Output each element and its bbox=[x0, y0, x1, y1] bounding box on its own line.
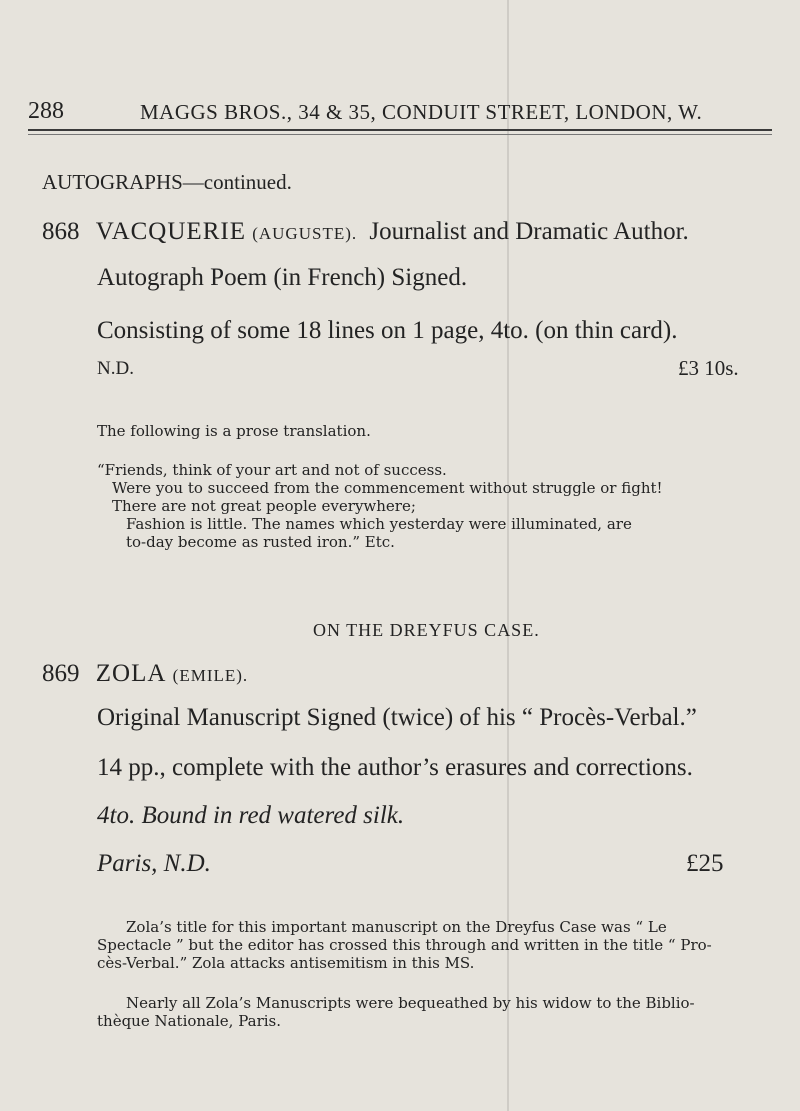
header-rule bbox=[28, 129, 772, 131]
lot-868-line3: Consisting of some 18 lines on 1 page, 4to. (on thin card). bbox=[97, 317, 678, 344]
lot-868-price: £3 10s. bbox=[678, 356, 739, 380]
lot-869-price: £25 bbox=[686, 850, 724, 877]
note-line: thèque Nationale, Paris. bbox=[97, 1012, 282, 1030]
lot-subtitle: (EMILE). bbox=[172, 666, 249, 685]
lot-868-line2: Autograph Poem (in French) Signed. bbox=[97, 264, 468, 291]
lot-number: 869 bbox=[42, 660, 80, 687]
running-header bbox=[28, 98, 772, 126]
lot-name: ZOLA bbox=[95, 660, 167, 687]
lot-number: 868 bbox=[42, 218, 80, 245]
page-number: 288 bbox=[28, 98, 64, 124]
quote-line: Were you to succeed from the commencement without struggle or fight! bbox=[112, 479, 663, 497]
lot-description: Journalist and Dramatic Author. bbox=[369, 218, 689, 245]
note-line: cès-Verbal.” Zola attacks antisemitism in this MS. bbox=[97, 954, 475, 972]
quote-line: “Friends, think of your art and not of success. bbox=[97, 461, 447, 479]
note-line: Nearly all Zola’s Manuscripts were bequeathed by his widow to the Biblio- bbox=[126, 994, 695, 1012]
header-rule-thin bbox=[28, 134, 772, 135]
lot-869-line2: 14 pp., complete with the author’s erasures and corrections. bbox=[97, 754, 693, 781]
lot-subtitle: (AUGUSTE). bbox=[252, 224, 358, 243]
translation-intro: The following is a prose translation. bbox=[97, 422, 371, 440]
lot-869-heading bbox=[42, 660, 248, 688]
note-line: Zola’s title for this important manuscript on the Dreyfus Case was “ Le bbox=[126, 918, 667, 936]
quote-line: There are not great people everywhere; bbox=[112, 497, 416, 515]
lot-868-heading bbox=[42, 218, 689, 246]
bookseller-address: MAGGS BROS., 34 & 35, CONDUIT STREET, LONDON, W. bbox=[140, 100, 703, 124]
quote-line: to-day become as rusted iron.” Etc. bbox=[126, 533, 395, 551]
dreyfus-heading: ON THE DREYFUS CASE. bbox=[313, 620, 540, 640]
lot-name: VACQUERIE bbox=[95, 218, 246, 245]
note-line: Spectacle ” but the editor has crossed this through and written in the title “ Pro- bbox=[97, 936, 712, 954]
lot-868-date: N.D. bbox=[97, 358, 134, 379]
lot-869-line1: Original Manuscript Signed (twice) of his “ Procès-Verbal.” bbox=[97, 704, 697, 731]
lot-869-place-date: Paris, N.D. bbox=[97, 850, 211, 877]
quote-line: Fashion is little. The names which yesterday were illuminated, are bbox=[126, 515, 632, 533]
lot-869-line3: 4to. Bound in red watered silk. bbox=[97, 802, 405, 829]
section-heading: AUTOGRAPHS—continued. bbox=[42, 170, 292, 194]
